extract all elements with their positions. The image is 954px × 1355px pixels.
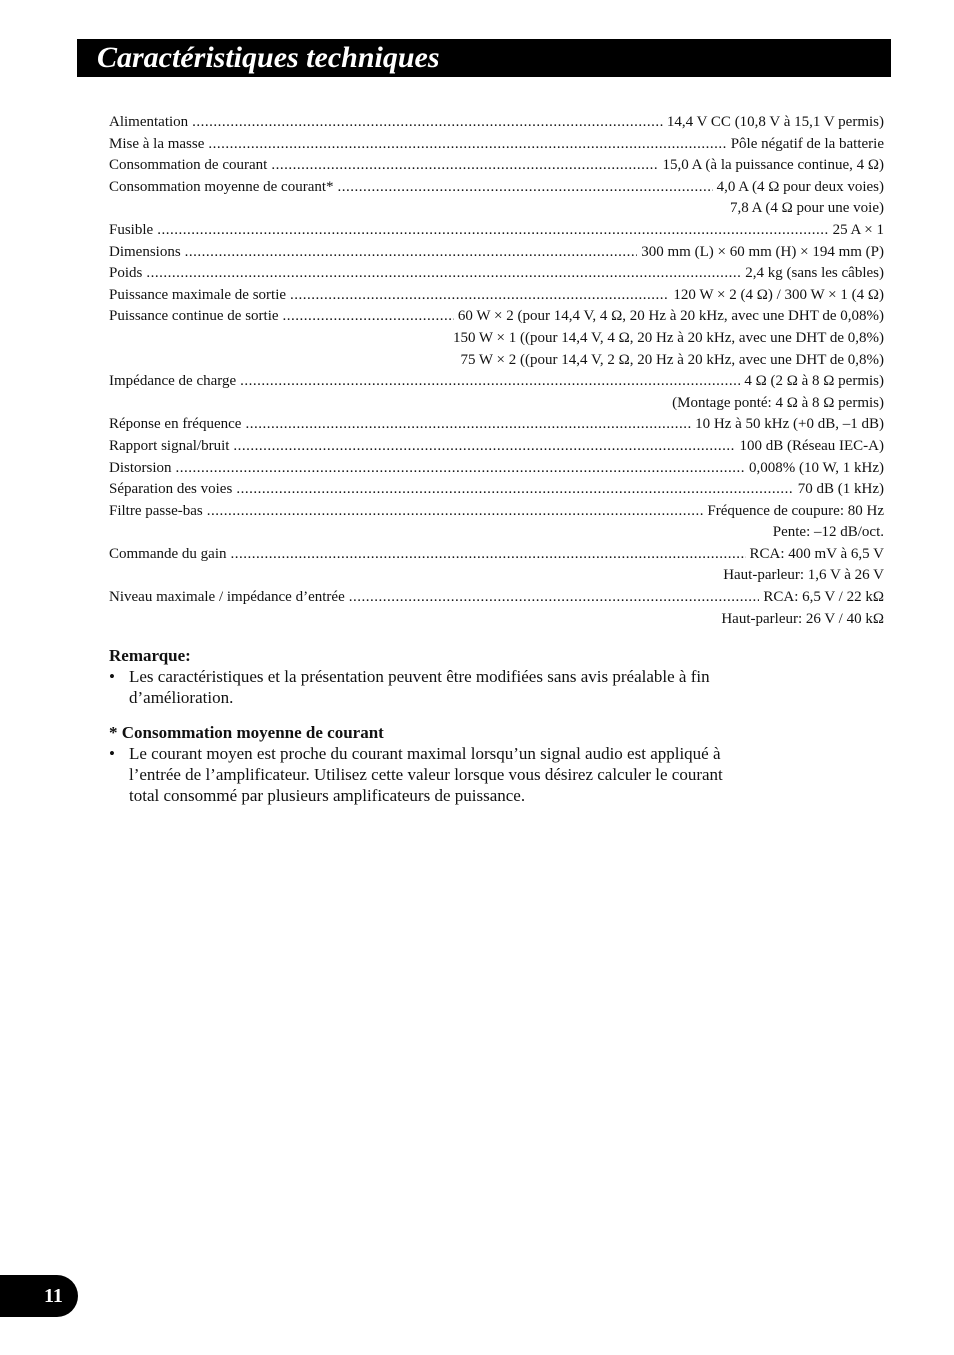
spec-value: 60 W × 2 (pour 14,4 V, 4 Ω, 20 Hz à 20 kHz, avec une DHT de 0,08%): [457, 308, 884, 325]
spec-row: [109, 501, 884, 523]
spec-row-continuation: [109, 522, 884, 544]
spec-label: Rapport signal/bruit: [109, 437, 230, 454]
spec-row: [109, 414, 884, 436]
dot-leader: [230, 544, 745, 566]
spec-value: 14,4 V CC (10,8 V à 15,1 V permis): [666, 114, 884, 130]
page-title: Caractéristiques techniques: [97, 41, 440, 74]
spec-label: Commande du gain: [109, 545, 227, 562]
spec-row: [109, 587, 884, 609]
spec-label: Réponse en fréquence: [109, 416, 242, 433]
spec-value: 70 dB (1 kHz): [797, 481, 884, 498]
spec-label: Mise à la masse: [109, 135, 205, 152]
page-number: 11: [0, 1275, 78, 1317]
spec-row: [109, 544, 884, 566]
spec-value-continuation: Haut-parleur: 26 V / 40 kΩ: [721, 610, 884, 627]
spec-value: RCA: 400 mV à 6,5 V: [749, 545, 884, 562]
spec-value: 4 Ω (2 Ω à 8 Ω permis): [744, 373, 884, 390]
remark-heading: Remarque:: [109, 646, 191, 665]
spec-value-continuation: 7,8 A (4 Ω pour une voie): [729, 200, 884, 217]
spec-row: [109, 112, 884, 134]
spec-value-continuation: Pente: –12 dB/oct.: [772, 524, 884, 541]
spec-value: 0,008% (10 W, 1 kHz): [749, 459, 884, 476]
spec-value: 10 Hz à 50 kHz (+0 dB, –1 dB): [695, 416, 884, 433]
dot-leader: [157, 220, 828, 242]
dot-leader: [233, 436, 735, 458]
spec-row: [109, 285, 884, 307]
spec-label: Consommation moyenne de courant*: [109, 178, 334, 195]
avg-current-text: Le courant moyen est proche du courant maximal lorsqu’un signal audio est appliqué à l’entrée de l’amplificateur. Utilisez cette valeur lorsque vous désirez calculer le courant total consommé par plusieurs amplificateurs de puissance.: [129, 744, 723, 805]
spec-value-continuation: Haut-parleur: 1,6 V à 26 V: [723, 567, 884, 584]
spec-label: Puissance maximale de sortie: [109, 286, 287, 303]
remark-item: [109, 666, 749, 708]
dot-leader: [245, 414, 691, 436]
spec-label: Consommation de courant: [109, 157, 268, 174]
spec-list: [109, 112, 884, 630]
spec-row: [109, 155, 884, 177]
dot-leader: [185, 242, 638, 264]
spec-row: [109, 263, 884, 285]
spec-value: RCA: 6,5 V / 22 kΩ: [763, 589, 884, 606]
spec-value: 25 A × 1: [832, 221, 884, 238]
dot-leader: [236, 479, 793, 501]
spec-label: Poids: [109, 265, 143, 282]
spec-label: Impédance de charge: [109, 373, 237, 390]
dot-leader: [283, 306, 454, 328]
spec-value-continuation: 75 W × 2 ((pour 14,4 V, 2 Ω, 20 Hz à 20 kHz, avec une DHT de 0,8%): [460, 351, 884, 368]
spec-row-continuation: [109, 565, 884, 587]
spec-value: 120 W × 2 (4 Ω) / 300 W × 1 (4 Ω): [673, 286, 884, 303]
bullet-icon: •: [109, 667, 115, 686]
dot-leader: [349, 587, 760, 609]
spec-row: [109, 306, 884, 328]
spec-row-continuation: [109, 393, 884, 415]
dot-leader: [338, 177, 713, 199]
spec-label: Dimensions: [109, 243, 181, 260]
spec-row: [109, 220, 884, 242]
spec-value: Pôle négatif de la batterie: [730, 135, 884, 152]
spec-label: Puissance continue de sortie: [109, 308, 279, 325]
spec-value: 2,4 kg (sans les câbles): [745, 265, 884, 282]
spec-value: 4,0 A (4 Ω pour deux voies): [716, 178, 884, 195]
spec-row-continuation: [109, 350, 884, 372]
title-bar: [77, 39, 891, 77]
spec-label: Séparation des voies: [109, 481, 233, 498]
notes-section: [109, 645, 749, 806]
spec-row-continuation: [109, 609, 884, 631]
bullet-icon: •: [109, 744, 115, 763]
spec-row-continuation: [109, 328, 884, 350]
spec-row-continuation: [109, 198, 884, 220]
spec-value: 100 dB (Réseau IEC-A): [739, 437, 884, 454]
spec-row: [109, 177, 884, 199]
dot-leader: [208, 134, 726, 156]
spec-label: Distorsion: [109, 459, 172, 476]
avg-current-item: [109, 743, 749, 806]
spec-row: [109, 134, 884, 156]
dot-leader: [290, 285, 669, 307]
dot-leader: [207, 501, 704, 523]
spec-row: [109, 479, 884, 501]
spec-label: Niveau maximale / impédance d’entrée: [109, 589, 345, 606]
spec-value: 300 mm (L) × 60 mm (H) × 194 mm (P): [641, 243, 884, 260]
spec-row: [109, 242, 884, 264]
dot-leader: [192, 112, 663, 134]
spec-row: [109, 371, 884, 393]
dot-leader: [271, 155, 658, 177]
spec-value-continuation: 150 W × 1 ((pour 14,4 V, 4 Ω, 20 Hz à 20 kHz, avec une DHT de 0,8%): [452, 329, 884, 346]
remark-text: Les caractéristiques et la présentation peuvent être modifiées sans avis préalable à fin d’amélioration.: [129, 667, 710, 707]
dot-leader: [176, 458, 745, 480]
spec-label: Filtre passe-bas: [109, 502, 203, 519]
avg-current-heading: * Consommation moyenne de courant: [109, 723, 384, 742]
spec-value-continuation: (Montage ponté: 4 Ω à 8 Ω permis): [672, 394, 884, 411]
spec-label: Alimentation: [109, 114, 189, 130]
spec-row: [109, 436, 884, 458]
spec-row: [109, 458, 884, 480]
dot-leader: [146, 263, 741, 285]
spec-label: Fusible: [109, 221, 154, 238]
spec-value: Fréquence de coupure: 80 Hz: [707, 502, 884, 519]
spec-value: 15,0 A (à la puissance continue, 4 Ω): [662, 157, 884, 174]
dot-leader: [240, 371, 740, 393]
